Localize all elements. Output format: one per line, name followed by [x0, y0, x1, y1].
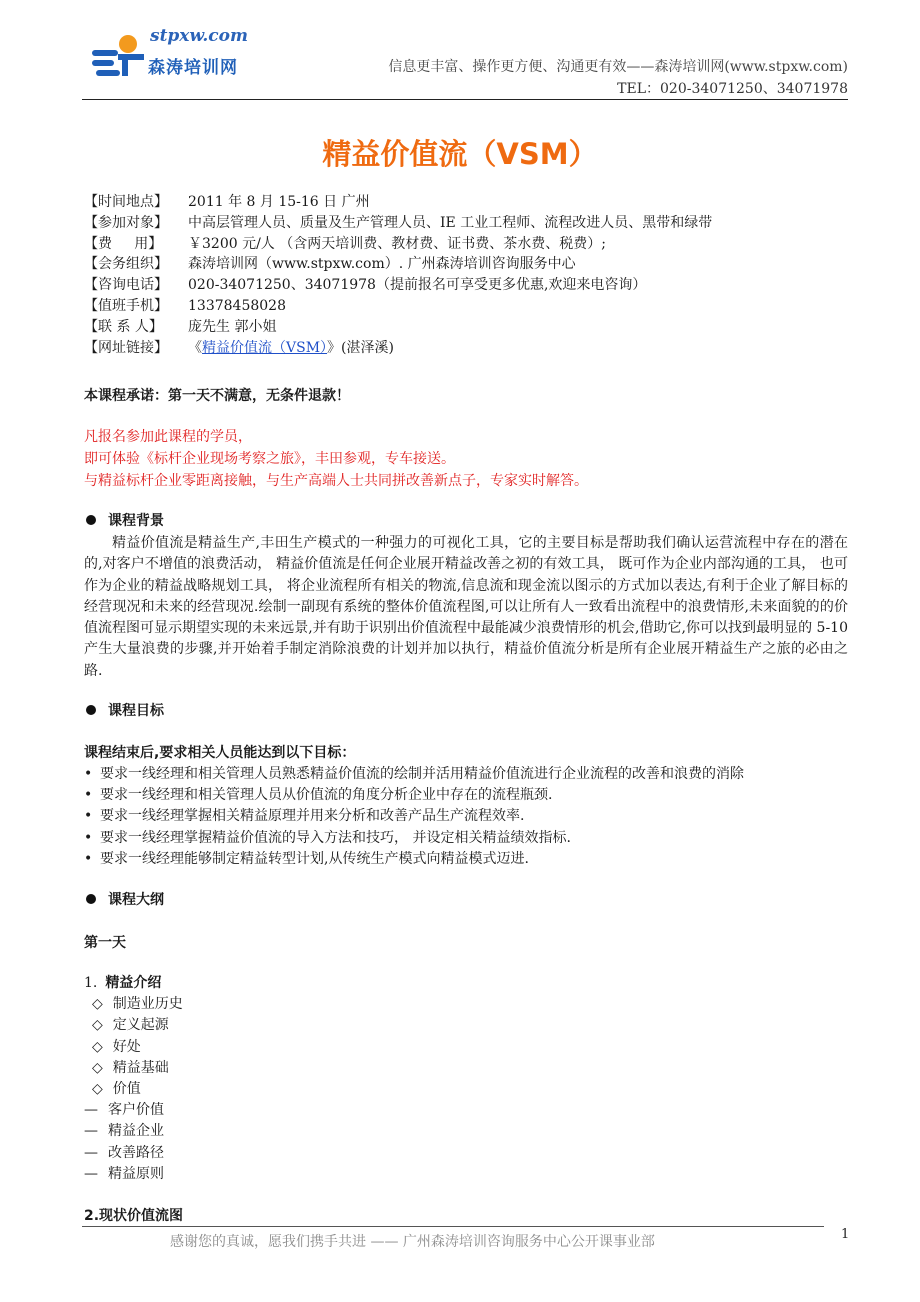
- goal-item: • 要求一线经理和相关管理人员从价值流的角度分析企业中存在的流程瓶颈.: [84, 785, 744, 806]
- link-open-bracket: 《: [188, 339, 202, 356]
- goal-item: • 要求一线经理和相关管理人员熟悉精益价值流的绘制并活用精益价值流进行企业流程的改善和浪费的消除: [84, 764, 744, 785]
- info-row: [84, 213, 712, 234]
- section-heading-text: 课程目标: [108, 703, 164, 719]
- diamond-icon: ◇: [92, 996, 103, 1013]
- course-promise: 本课程承诺：第一天不满意，无条件退款！: [84, 388, 350, 404]
- dash-icon: —: [84, 1102, 98, 1119]
- page-title: 精益价值流（VSM）: [322, 137, 598, 171]
- info-value: 庞先生 郭小姐: [188, 318, 277, 335]
- info-row: [84, 234, 712, 255]
- logo-url: stpxw.com: [150, 26, 248, 46]
- dash-icon: —: [84, 1144, 98, 1161]
- module-title: 精益介绍: [105, 975, 162, 991]
- goals-list: [84, 764, 744, 870]
- info-row: [84, 317, 712, 338]
- dash-item-text: 客户价值: [108, 1102, 164, 1119]
- outline-dash-item: [84, 1100, 183, 1121]
- info-row: [84, 192, 712, 213]
- sub-item-text: 好处: [112, 1038, 141, 1055]
- module-heading: [84, 973, 183, 994]
- diamond-icon: ◇: [92, 1081, 103, 1098]
- outline-sub-item: [84, 1058, 183, 1079]
- goal-item: • 要求一线经理掌握相关精益原理并用来分析和改善产品生产流程效率.: [84, 806, 744, 827]
- promo-line: 与精益标杆企业零距离接触，与生产高端人士共同拼改善新点子，专家实时解答。: [84, 473, 588, 489]
- section-heading-text: 课程背景: [108, 513, 164, 529]
- info-label: 【参加对象】: [84, 214, 168, 231]
- diamond-icon: ◇: [92, 1017, 103, 1034]
- logo-name: 森涛培训网: [148, 58, 238, 78]
- info-row: [84, 254, 712, 275]
- dash-item-text: 精益企业: [108, 1123, 164, 1140]
- outline-list: [84, 973, 183, 1185]
- outline-sub-item: [84, 1079, 183, 1100]
- bullet-dot-icon: [86, 515, 96, 525]
- dash-item-text: 改善路径: [108, 1144, 164, 1161]
- background-paragraph: 精益价值流是精益生产,丰田生产模式的一种强力的可视化工具，它的主要目标是帮助我们确认运营流程中存在的潜在的,对客户不增值的浪费活动， 精益价值流是任何企业展开精益改善之初的有效工具， 既可作为企业内部沟通的工具， 也可作为企业的精益战略规划工具， 将企业流程所有相关的物流,信息流和现金流以图示的方式加以表达,有利于企业了解目标的经营现况和未来的经营现况.绘制一副现有系统的整体价值流程图,可以让所有人一致看出流程中的浪费情形,未来面貌的的价值流程图可显示期望实现的未来远景,并有助于识别出价值流程中最能减少浪费情形的机会,借助它,你可以找到最明显的 5-10 产生大量浪费的步骤,并开始着手制定消除浪费的计划并加以执行，精益价值流分析是所有企业展开精益生产之旅的必由之路.: [84, 535, 848, 679]
- outline-dash-item: [84, 1143, 183, 1164]
- info-label: 【值班手机】: [84, 297, 168, 314]
- sub-item-text: 精益基础: [112, 1059, 169, 1076]
- sub-item-text: 价值: [112, 1081, 141, 1098]
- promo-line: 即可体验《标杆企业现场考察之旅》，丰田参观，专车接送。: [84, 451, 455, 467]
- footer-text: 感谢您的真诚，愿我们携手共进 —— 广州森涛培训咨询服务中心公开课事业部: [170, 1234, 655, 1250]
- outline-dash-item: [84, 1164, 183, 1185]
- diamond-icon: ◇: [92, 1038, 103, 1055]
- dash-icon: —: [84, 1165, 98, 1182]
- header-slogan: 信息更丰富、操作更方便、沟通更有效——森涛培训网(www.stpxw.com): [388, 59, 848, 75]
- link-close-bracket: 》(湛泽溪): [327, 339, 394, 356]
- info-label: 【联 系 人】: [84, 318, 163, 335]
- info-label: 【咨询电话】: [84, 277, 168, 294]
- course-link[interactable]: 精益价值流（VSM）: [202, 339, 328, 356]
- info-value: 2011 年 8 月 15-16 日 广州: [188, 194, 370, 210]
- info-label: 【费 用】: [84, 235, 163, 252]
- bullet-dot-icon: [86, 894, 96, 904]
- bullet-dot-icon: [86, 705, 96, 715]
- goals-intro: 课程结束后,要求相关人员能达到以下目标：: [84, 745, 356, 761]
- sub-item-text: 定义起源: [112, 1017, 169, 1034]
- dash-item-text: 精益原则: [108, 1165, 164, 1182]
- info-value: 中高层管理人员、质量及生产管理人员、IE 工业工程师、流程改进人员、黑带和绿带: [188, 214, 713, 231]
- outline-sub-item: [84, 1015, 183, 1036]
- section-heading-text: 课程大纲: [108, 892, 164, 908]
- info-value: 13378458028: [188, 297, 286, 314]
- promo-text: [84, 426, 588, 492]
- info-row-link: [84, 338, 712, 359]
- goal-item: • 要求一线经理掌握精益价值流的导入方法和技巧， 并设定相关精益绩效指标.: [84, 828, 744, 849]
- sub-item-text: 制造业历史: [112, 996, 183, 1013]
- module-number: 1.: [84, 975, 98, 991]
- dash-icon: —: [84, 1123, 98, 1140]
- section-background-heading: [84, 510, 164, 530]
- diamond-icon: ◇: [92, 1059, 103, 1076]
- day-heading: 第一天: [84, 935, 126, 951]
- header-divider: [82, 99, 848, 100]
- info-row: [84, 275, 712, 296]
- info-label: 【会务组织】: [84, 256, 168, 273]
- info-label: 【时间地点】: [84, 194, 168, 210]
- info-value: 020-34071250、34071978（提前报名可享受更多优惠,欢迎来电咨询）: [188, 277, 647, 294]
- goal-item: • 要求一线经理能够制定精益转型计划,从传统生产模式向精益模式迈进.: [84, 849, 744, 870]
- section-outline-heading: [84, 889, 164, 909]
- module-2-heading: 2.现状价值流图: [84, 1208, 184, 1224]
- page-number: 1: [841, 1227, 850, 1242]
- outline-sub-item: [84, 994, 183, 1015]
- site-logo: [90, 26, 250, 86]
- header-tel: TEL：020-34071250、34071978: [617, 81, 848, 97]
- footer-divider: [82, 1226, 824, 1227]
- info-row: [84, 296, 712, 317]
- outline-sub-item: [84, 1037, 183, 1058]
- section-goals-heading: [84, 700, 164, 720]
- outline-dash-item: [84, 1121, 183, 1142]
- info-value: 森涛培训网（www.stpxw.com）. 广州森涛培训咨询服务中心: [188, 256, 576, 273]
- sbmt-logo-mark-icon: [90, 34, 152, 84]
- promo-line: 凡报名参加此课程的学员，: [84, 429, 252, 445]
- info-label: 【网址链接】: [84, 339, 168, 356]
- course-info: [84, 192, 712, 358]
- info-value: ￥3200 元/人 （含两天培训费、教材费、证书费、茶水费、税费）;: [188, 235, 606, 252]
